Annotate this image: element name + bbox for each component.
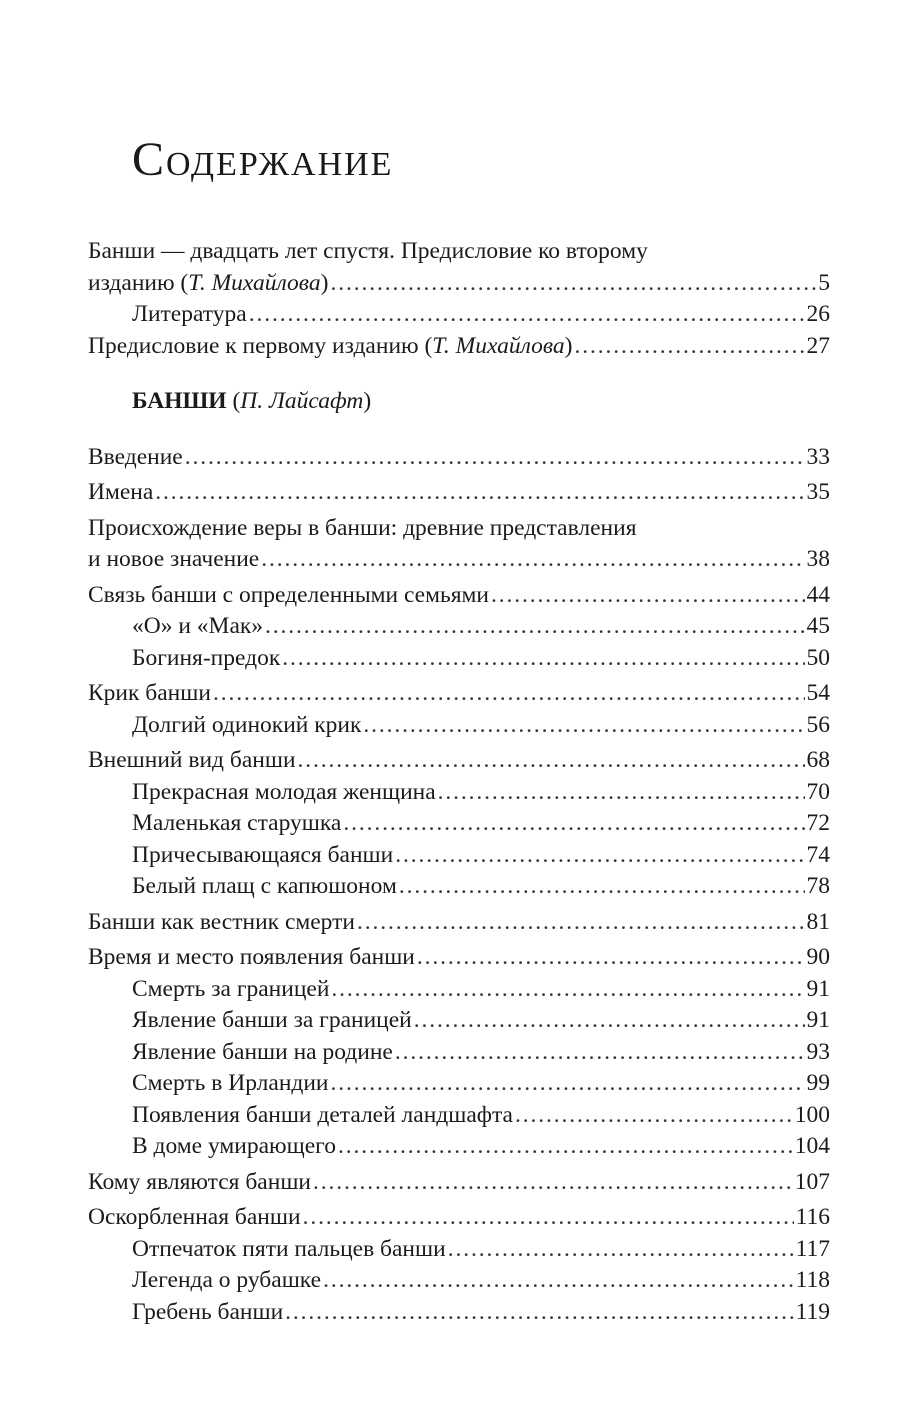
page-number: 50 xyxy=(806,644,830,671)
toc-entry-text: Внешний вид банши xyxy=(88,747,296,773)
page-number: 91 xyxy=(806,975,830,1002)
page-number: 54 xyxy=(806,680,830,706)
author-name: Т. Михайлова xyxy=(188,269,321,296)
dot-leader xyxy=(213,678,805,710)
toc-entry-text: Кому являются банши xyxy=(88,1168,311,1195)
table-of-contents xyxy=(88,236,830,1328)
toc-entry[interactable] xyxy=(88,942,830,974)
dot-leader xyxy=(331,1068,805,1100)
toc-entry-text: Смерть за границей xyxy=(132,975,330,1002)
toc-entry-text: Гребень банши xyxy=(132,1298,284,1325)
toc-entry[interactable] xyxy=(88,907,830,939)
toc-entry[interactable] xyxy=(88,1167,830,1199)
page-title: Содержание xyxy=(132,133,394,186)
page-number: 99 xyxy=(806,1070,830,1096)
toc-subentry[interactable] xyxy=(88,1297,830,1329)
toc-entry-text: Крик банши xyxy=(88,680,211,706)
toc-entry-line: Происхождение веры в банши: древние представления xyxy=(88,514,637,541)
dot-leader xyxy=(357,907,805,939)
toc-entry-text: Смерть в Ирландии xyxy=(132,1070,329,1096)
toc-entry-text: Появления банши деталей ландшафта xyxy=(132,1101,513,1128)
dot-leader xyxy=(303,1202,794,1234)
page-number: 119 xyxy=(795,1298,830,1325)
dot-leader xyxy=(395,1037,805,1069)
toc-subentry[interactable] xyxy=(88,974,830,1006)
toc-entry-text: Банши как вестник смерти xyxy=(88,908,355,935)
toc-entry-text: Время и место появления банши xyxy=(88,944,415,970)
toc-entry-text: Введение xyxy=(88,443,183,470)
toc-entry-text: Легенда о рубашке xyxy=(132,1267,322,1293)
dot-leader xyxy=(265,611,804,643)
dot-leader xyxy=(491,580,805,612)
dot-leader xyxy=(298,745,805,777)
page-number: 78 xyxy=(806,873,830,899)
toc-entry-text: изданию (Т. Михайлова) xyxy=(88,269,329,296)
toc-entry[interactable] xyxy=(88,1202,830,1234)
toc-entry-text: Маленькая старушка xyxy=(132,810,342,836)
dot-leader xyxy=(313,1167,793,1199)
author-name: П. Лайсафт xyxy=(240,388,364,414)
toc-entry[interactable] xyxy=(88,544,830,576)
toc-entry-text: и новое значение xyxy=(88,546,260,572)
toc-entry-text: Отпечаток пяти пальцев банши xyxy=(132,1235,446,1262)
toc-subentry[interactable] xyxy=(88,1234,830,1266)
toc-entry[interactable] xyxy=(88,331,830,363)
toc-entry[interactable] xyxy=(88,477,830,509)
toc-subentry[interactable] xyxy=(88,808,830,840)
page-number: 35 xyxy=(806,479,830,505)
dot-leader xyxy=(282,643,804,675)
section-heading: БАНШИ (П. Лайсафт) xyxy=(132,388,372,414)
dot-leader xyxy=(448,1234,794,1266)
toc-subentry[interactable] xyxy=(88,871,830,903)
dot-leader xyxy=(399,871,805,903)
page-number: 100 xyxy=(794,1101,830,1128)
toc-entry-text: Явление банши на родине xyxy=(132,1038,393,1065)
toc-subentry[interactable] xyxy=(88,1265,830,1297)
page-number: 44 xyxy=(806,581,830,608)
page-number: 56 xyxy=(806,711,830,738)
toc-subentry[interactable] xyxy=(88,299,830,331)
page-number: 26 xyxy=(806,301,830,327)
toc-entry-text: Долгий одинокий крик xyxy=(132,711,362,738)
toc-entry[interactable] xyxy=(88,745,830,777)
toc-entry-line: Банши — двадцать лет спустя. Предисловие ко второму xyxy=(88,238,648,264)
toc-subentry[interactable] xyxy=(88,1005,830,1037)
page-number: 38 xyxy=(806,546,830,572)
toc-subentry[interactable] xyxy=(88,1100,830,1132)
toc-entry-text: В доме умирающего xyxy=(132,1133,336,1159)
toc-entry-text: Имена xyxy=(88,479,154,505)
dot-leader xyxy=(574,331,804,363)
dot-leader xyxy=(185,442,805,474)
toc-subentry[interactable] xyxy=(88,1131,830,1163)
page-number: 68 xyxy=(806,747,830,773)
page-number: 74 xyxy=(806,841,830,868)
toc-entry[interactable] xyxy=(88,580,830,612)
toc-entry-text: Прекрасная молодая женщина xyxy=(132,778,436,805)
dot-leader xyxy=(331,974,804,1006)
toc-subentry[interactable] xyxy=(88,643,830,675)
toc-entry-text: «О» и «Мак» xyxy=(132,613,264,639)
dot-leader xyxy=(395,840,804,872)
page-number: 33 xyxy=(806,443,830,470)
page-number: 5 xyxy=(818,269,830,296)
page-number: 107 xyxy=(794,1168,830,1195)
dot-leader xyxy=(363,710,804,742)
toc-entry[interactable] xyxy=(88,442,830,474)
dot-leader xyxy=(438,777,805,809)
dot-leader xyxy=(155,477,804,509)
toc-entry[interactable] xyxy=(88,268,830,300)
dot-leader xyxy=(515,1100,793,1132)
dot-leader xyxy=(285,1297,793,1329)
dot-leader xyxy=(323,1265,794,1297)
dot-leader xyxy=(338,1131,793,1163)
page-number: 118 xyxy=(795,1267,830,1293)
toc-entry-text: Причесывающаяся банши xyxy=(132,841,394,868)
toc-entry-text: Связь банши с определенными семьями xyxy=(88,581,489,608)
page-number: 116 xyxy=(795,1204,830,1230)
page-number: 45 xyxy=(806,613,830,639)
toc-entry-text: Предисловие к первому изданию (Т. Михайлова) xyxy=(88,332,573,359)
dot-leader xyxy=(330,268,816,300)
toc-subentry[interactable] xyxy=(88,840,830,872)
toc-entry-text: Белый плащ с капюшоном xyxy=(132,873,397,899)
toc-entry-text: Богиня-предок xyxy=(132,644,281,671)
page-number: 104 xyxy=(794,1133,830,1159)
page-number: 117 xyxy=(795,1235,830,1262)
page-number: 90 xyxy=(806,944,830,970)
dot-leader xyxy=(249,299,805,331)
page-number: 81 xyxy=(806,908,830,935)
page-number: 70 xyxy=(806,778,830,805)
toc-entry[interactable] xyxy=(88,678,830,710)
dot-leader xyxy=(261,544,804,576)
dot-leader xyxy=(343,808,804,840)
toc-subentry[interactable] xyxy=(88,1037,830,1069)
toc-subentry[interactable] xyxy=(88,611,830,643)
toc-entry-text: Литература xyxy=(132,301,247,327)
toc-entry-text: Явление банши за границей xyxy=(132,1007,412,1033)
toc-entry-text: Оскорбленная банши xyxy=(88,1204,301,1230)
dot-leader xyxy=(414,1005,805,1037)
author-name: Т. Михайлова xyxy=(432,332,565,359)
dot-leader xyxy=(417,942,805,974)
toc-subentry[interactable] xyxy=(88,777,830,809)
page-number: 91 xyxy=(806,1007,830,1033)
page-number: 93 xyxy=(806,1038,830,1065)
page-number: 27 xyxy=(806,332,830,359)
toc-subentry[interactable] xyxy=(88,710,830,742)
page-number: 72 xyxy=(806,810,830,836)
toc-subentry[interactable] xyxy=(88,1068,830,1100)
